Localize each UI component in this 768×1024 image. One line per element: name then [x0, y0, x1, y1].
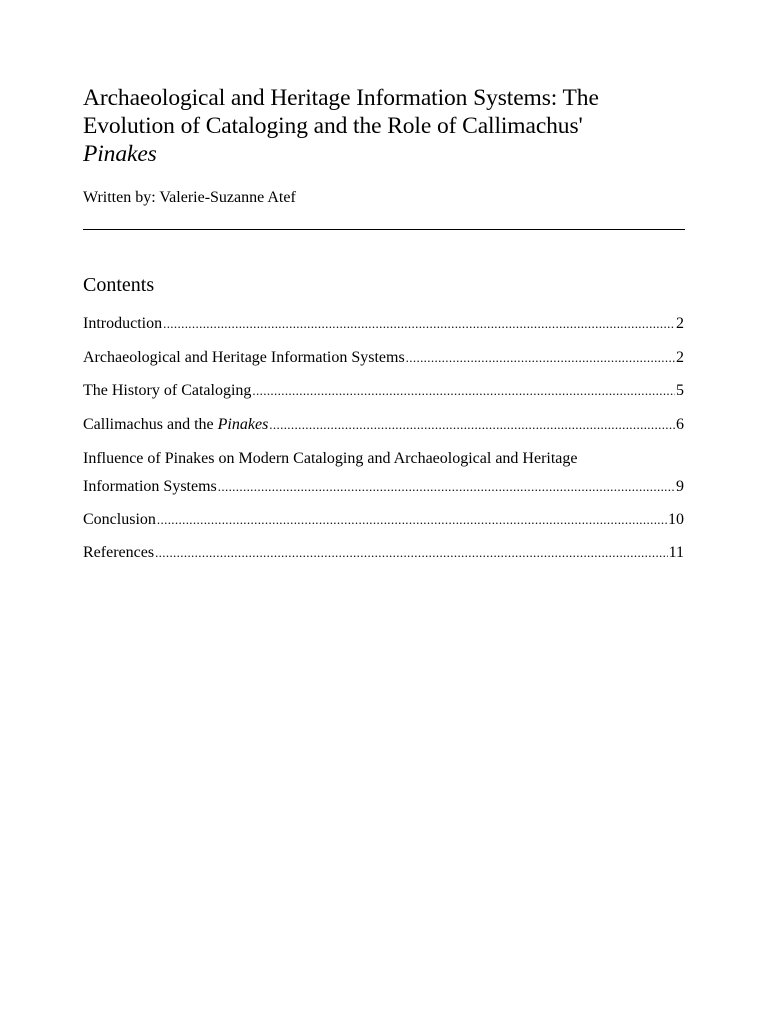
title-line-2: Evolution of Cataloging and the Role of Callimachus': [83, 113, 583, 139]
toc-entry-label: References: [83, 544, 155, 561]
title-line-1: Archaeological and Heritage Information Systems: The: [83, 85, 599, 111]
toc-entry-label: Archaeological and Heritage Information Systems: [83, 349, 405, 366]
author-line: Written by: Valerie-Suzanne Atef: [83, 189, 296, 206]
toc-page-number: 9: [676, 478, 684, 495]
toc-dot-leader: [163, 313, 675, 335]
toc-dot-leader: [157, 509, 667, 531]
toc-entry-history-of-cataloging[interactable]: [83, 380, 684, 402]
toc-page-number: 2: [676, 315, 684, 332]
title-line-3: Pinakes: [83, 141, 157, 167]
document-title: [83, 84, 683, 168]
toc-entry-influence-of-pinakes[interactable]: [83, 448, 684, 498]
toc-dot-leader: [406, 347, 675, 369]
toc-page-number: 6: [676, 416, 684, 433]
toc-entry-second-line: [83, 476, 684, 498]
toc-page-number: 2: [676, 349, 684, 366]
toc-entry-callimachus-pinakes[interactable]: [83, 414, 684, 436]
toc-entry-conclusion[interactable]: [83, 509, 684, 531]
toc-dot-leader: [252, 380, 675, 402]
contents-heading: Contents: [83, 274, 155, 296]
toc-dot-leader: [155, 542, 668, 564]
toc-entry-label-text: Callimachus and the: [83, 416, 218, 433]
toc-entry-label: The History of Cataloging: [83, 382, 252, 399]
horizontal-rule: [83, 229, 685, 230]
toc-dot-leader: [269, 414, 675, 436]
toc-entry-archaeological-heritage-systems[interactable]: [83, 347, 684, 369]
toc-entry-references[interactable]: [83, 542, 684, 564]
toc-page-number: 10: [668, 511, 684, 528]
toc-entry-label-line-2: Information Systems: [83, 478, 217, 495]
toc-entry-label-italic: Pinakes: [217, 416, 269, 433]
toc-dot-leader: [218, 476, 675, 498]
toc-entry-label: Introduction: [83, 315, 163, 332]
toc-entry-label-line-1: Influence of Pinakes on Modern Cataloging and Archaeological and Heritage: [83, 450, 578, 467]
toc-entry-label: Conclusion: [83, 511, 156, 528]
toc-entry-label: [83, 414, 268, 436]
toc-page-number: 5: [676, 382, 684, 399]
toc-entry-introduction[interactable]: [83, 313, 684, 335]
toc-page-number: 11: [668, 544, 684, 561]
